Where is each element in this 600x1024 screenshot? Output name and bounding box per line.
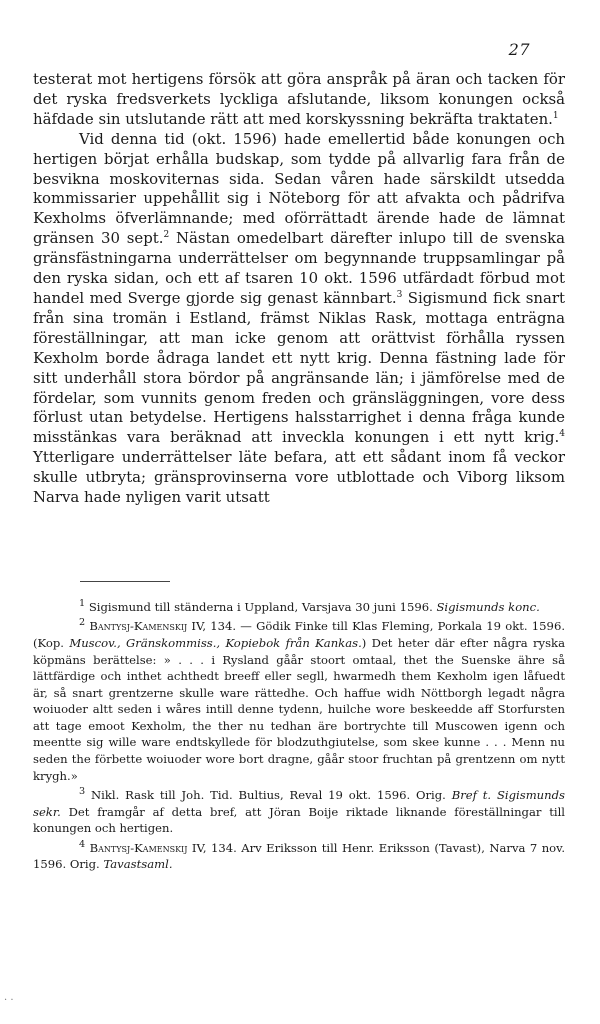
footnote-3-source: Bref t. Sigismunds sekr. [33,788,565,819]
footnote-2-source: Muscov., Gränskommiss., Kopiebok från Kankas. [69,635,362,650]
body-text [33,70,565,508]
paragraph-1 [33,70,565,130]
footnote-3-text-a: Nikl. Rask till Joh. Tid. Bultius, Reval 19 okt. 1596. Orig. [85,788,452,803]
footnote-3 [33,784,565,837]
footnote-2-mark: 2 [79,617,86,629]
footnote-1-mark: 1 [79,598,86,609]
footnote-1 [33,596,565,615]
footnote-2-text-b: ) Det heter där efter några ryska köpmäns berättelse: » . . . i Rysland gåår stoort omtaal, thet the Suenske ähre så lättfärdige och inthet achthedt breeff eller segll, hwarmedh them Kexholm igen låfuedt är, så snart grentzerne skulle ware rättedhe. Och haffue widh Nöttborgh legadt några woiuoder altt seden i wåres intill denne tydenn, huilche wore beskeedde aff Storfursten att tage emoot Kexholm, the ther nu tedhan äre bortrychte till Muscowen igenn och meentte sig wille ware endtskyllede för blodzuthgiutelse, som skee kunne . . . Menn nu seden the förbette woiuoder wore bort dragne, gåår stoor fruchtan på grentzenn om nytt krygh.» [33,635,565,783]
page-number: 27 [508,40,530,59]
paragraph-2-text-d: Ytterligare underrättelser läte befara, att ett sådant inom få veckor skulle utbryta; gränsprovinserna vore utblottade och Viborg liksom Narva hade nyligen varit utsatt [33,448,565,507]
footnote-2 [33,615,565,784]
footnotes [33,596,565,873]
paragraph-1-text: testerat mot hertigens försök att göra anspråk på äran och tacken för det ryska fredsverkets lyckliga afslutande, liksom konungen också häfdade sin utslutande rätt att med korskyssning bekräfta traktaten. [33,70,565,128]
footnote-1-source: Sigismunds konc. [436,599,540,614]
footnote-4-text-a: IV, 134. Arv Eriksson till Henr. Eriksson (Tavast), Narva 7 nov. 1596. Orig. [33,840,566,872]
footnote-2-author: Bantysj-Kamenskij [85,619,188,634]
footnote-ref-2: 2 [163,230,170,241]
paragraph-2-text-c: Sigismund fick snart från sina tromän i Estland, främst Niklas Rask, mottaga enträgna föreställningar, att man icke genom att orättvist förhålla ryssen Kexholm borde ådraga landet ett nytt krig. Denna fästning lade för sitt underhåll stora bördor på angränsande län; i jämförelse med de fördelar, som vunnits genom freden och gränsläggningen, vore dess förlust utan betydelse. Hertigens halsstarrighet i denna fråga kunde misstänkas vara beräknad att inveckla konungen i ett nytt krig. [33,288,565,447]
paragraph-2-text-a: Vid denna tid (okt. 1596) hade emellertid både konungen och hertigen börjat erhålla budskap, som tydde på allvarlig fara från de besvikna moskoviternas sida. Sedan våren hade särskildt utsedda kommissarier uppehållit sig i Nöteborg för att afvakta och pådrifva Kexholms öfverlämnande; med oförrättadt ärende hade de lämnat gränsen 30 sept. [33,129,565,248]
footnote-4 [33,837,565,873]
footnote-divider [80,581,170,582]
page-specks: . . [4,992,14,1003]
footnote-ref-1: 1 [552,110,559,121]
footnote-1-text: Sigismund till ständerna i Uppland, Varsjava 30 juni 1596. [85,599,437,614]
footnote-4-mark: 4 [79,838,86,850]
footnote-3-text-b: Det framgår af detta bref, att Jöran Boije riktade liknande föreställningar till konungen och hertigen. [33,804,565,836]
footnote-4-author: Bantysj-Kamenskij [85,840,188,855]
paragraph-2 [33,130,565,508]
footnote-2-text-a: IV, 134. — Gödik Finke till Klas Fleming, Porkala 19 okt. 1596. (Kop. [33,619,565,650]
footnote-3-mark: 3 [79,786,86,798]
paragraph-2-text-b: Nästan omedelbart därefter inlupo till de svenska gränsfästningarna underrättelser om begynnande truppsamlingar på den ryska sidan, och ett af tsaren 10 okt. 1596 utfärdadt förbud mot handel med Sverge gjorde sig genast kännbart. [33,229,566,307]
footnote-4-source: Tavastsaml. [103,857,173,872]
footnote-ref-3: 3 [396,290,403,300]
footnote-ref-4: 4 [559,429,565,440]
